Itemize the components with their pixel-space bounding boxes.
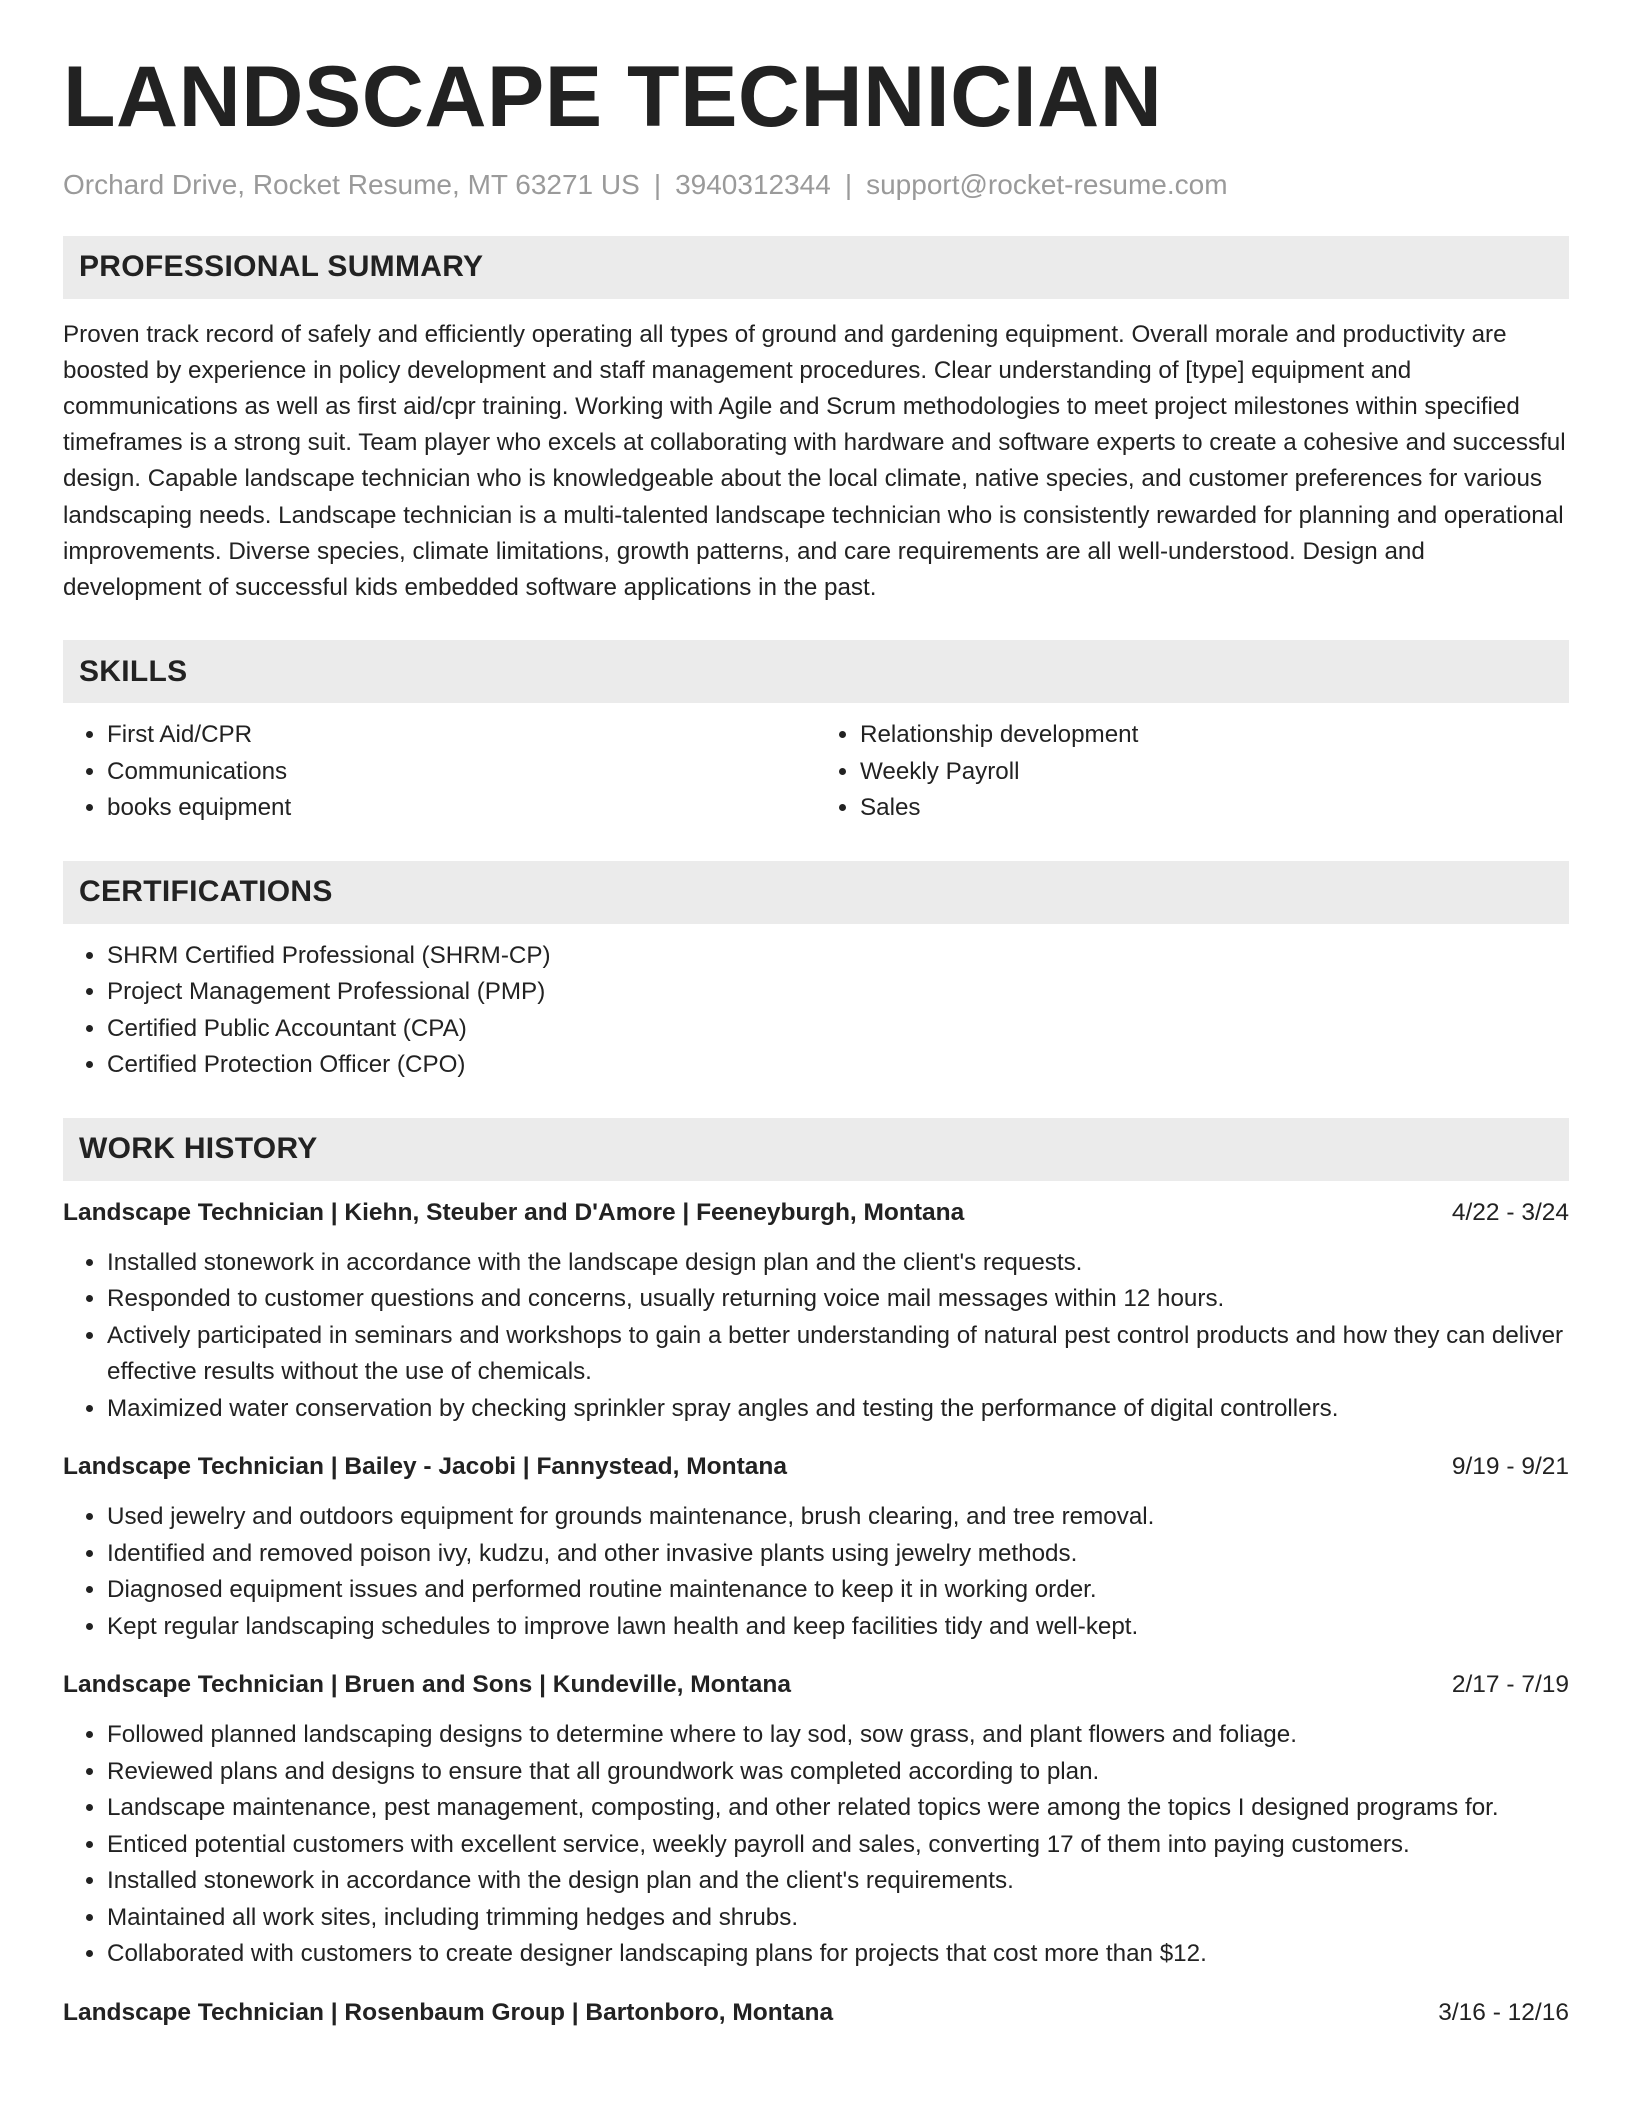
job-dates: 4/22 - 3/24 — [1451, 1198, 1569, 1226]
job-header — [63, 1449, 1569, 1485]
work-history-list — [63, 1195, 1569, 2031]
job-bullet: • Followed planned landscaping designs to determine where to lay sod, sow grass, and plant flowers and foliage. — [107, 1717, 1569, 1754]
job-bullet: • Maximized water conservation by checking sprinkler spray angles and testing the performance of digital controllers. — [107, 1391, 1569, 1428]
job-bullet: • Installed stonework in accordance with the landscape design plan and the client's requests. — [107, 1245, 1569, 1282]
job-entry — [63, 1995, 1569, 2031]
job-title: Landscape Technician | Kiehn, Steuber and D'Amore | Feeneyburgh, Montana — [63, 1198, 965, 1226]
skills-list-left — [63, 717, 816, 827]
section-title-skills: SKILLS — [79, 654, 188, 688]
job-dates: 9/19 - 9/21 — [1451, 1453, 1569, 1481]
job-bullet: • Diagnosed equipment issues and performed routine maintenance to keep it in working order. — [107, 1572, 1569, 1609]
contact-address: Orchard Drive, Rocket Resume, MT 63271 US — [63, 169, 640, 200]
section-header-summary — [63, 236, 1569, 299]
contact-email[interactable]: support@rocket-resume.com — [866, 169, 1228, 200]
certification-item: • Project Management Professional (PMP) — [107, 974, 1569, 1011]
job-bullets — [63, 1499, 1569, 1645]
job-dates: 2/17 - 7/19 — [1451, 1671, 1569, 1699]
job-entry — [63, 1195, 1569, 1428]
skill-item: • Relationship development — [860, 717, 1569, 754]
summary-text: Proven track record of safely and efficiently operating all types of ground and gardening equipment. Overall morale and productivity are boosted by experience in policy development and staff management procedures. Clear understanding of [type] equipment and communications as well as first aid/cpr training. Working with Agile and Scrum methodologies to meet project milestones within specified timeframes is a strong suit. Team player who excels at collaborating with hardware and software experts to create a cohesive and successful design. Capable landscape technician who is knowledgeable about the local climate, native species, and customer preferences for various landscaping needs. Landscape technician is a multi-talented landscape technician who is consistently rewarded for planning and operational improvements. Diverse species, climate limitations, growth patterns, and care requirements are all well-understood. Design and development of successful kids embedded software applications in the past. — [63, 320, 1566, 602]
skills-list-right — [816, 717, 1569, 827]
job-title: Landscape Technician | Rosenbaum Group | Bartonboro, Montana — [63, 1998, 834, 2026]
job-title: Landscape Technician | Bailey - Jacobi | Fannystead, Montana — [63, 1453, 787, 1481]
section-header-certifications — [63, 861, 1569, 924]
skill-item: • books equipment — [107, 790, 816, 827]
job-header — [63, 1195, 1569, 1231]
job-bullet: • Identified and removed poison ivy, kudzu, and other invasive plants using jewelry methods. — [107, 1536, 1569, 1573]
skill-item: • Communications — [107, 754, 816, 791]
certification-item: • SHRM Certified Professional (SHRM-CP) — [107, 938, 1569, 975]
certification-item: • Certified Protection Officer (CPO) — [107, 1047, 1569, 1084]
section-header-work-history — [63, 1118, 1569, 1181]
job-header — [63, 1667, 1569, 1703]
job-bullet: • Used jewelry and outdoors equipment for grounds maintenance, brush clearing, and tree removal. — [107, 1499, 1569, 1536]
job-bullet: • Collaborated with customers to create designer landscaping plans for projects that cost more than $12. — [107, 1936, 1569, 1973]
job-title: Landscape Technician | Bruen and Sons | Kundeville, Montana — [63, 1671, 791, 1699]
job-bullets — [63, 1717, 1569, 1973]
contact-line — [63, 168, 1569, 202]
job-bullet: • Installed stonework in accordance with the design plan and the client's requirements. — [107, 1863, 1569, 1900]
section-title-work-history: WORK HISTORY — [79, 1132, 318, 1166]
job-entry — [63, 1449, 1569, 1645]
job-bullet: • Actively participated in seminars and workshops to gain a better understanding of natural pest control products and how they can deliver effective results without the use of chemicals. — [107, 1318, 1569, 1391]
section-header-skills — [63, 640, 1569, 703]
skill-item: • Sales — [860, 790, 1569, 827]
skill-item: • Weekly Payroll — [860, 754, 1569, 791]
contact-separator: | — [844, 169, 853, 200]
skill-item: • First Aid/CPR — [107, 717, 816, 754]
certifications-list — [63, 938, 1569, 1084]
job-bullet: • Maintained all work sites, including trimming hedges and shrubs. — [107, 1900, 1569, 1937]
job-bullet: • Enticed potential customers with excellent service, weekly payroll and sales, converting 17 of them into paying customers. — [107, 1827, 1569, 1864]
certification-item: • Certified Public Accountant (CPA) — [107, 1011, 1569, 1048]
job-bullet: • Reviewed plans and designs to ensure that all groundwork was completed according to plan. — [107, 1754, 1569, 1791]
job-bullet: • Responded to customer questions and concerns, usually returning voice mail messages within 12 hours. — [107, 1281, 1569, 1318]
candidate-name: LANDSCAPE TECHNICIAN — [63, 49, 1163, 145]
contact-phone: 3940312344 — [675, 169, 831, 200]
skills-grid — [63, 703, 1569, 827]
job-bullets — [63, 1245, 1569, 1428]
job-bullet: • Kept regular landscaping schedules to improve lawn health and keep facilities tidy and well-kept. — [107, 1609, 1569, 1646]
job-entry — [63, 1667, 1569, 1973]
section-title-summary: PROFESSIONAL SUMMARY — [79, 250, 484, 284]
contact-separator: | — [653, 169, 662, 200]
job-header — [63, 1995, 1569, 2031]
job-dates: 3/16 - 12/16 — [1438, 1998, 1569, 2026]
job-bullet: • Landscape maintenance, pest management, composting, and other related topics were among the topics I designed programs for. — [107, 1790, 1569, 1827]
section-title-certifications: CERTIFICATIONS — [79, 875, 333, 909]
